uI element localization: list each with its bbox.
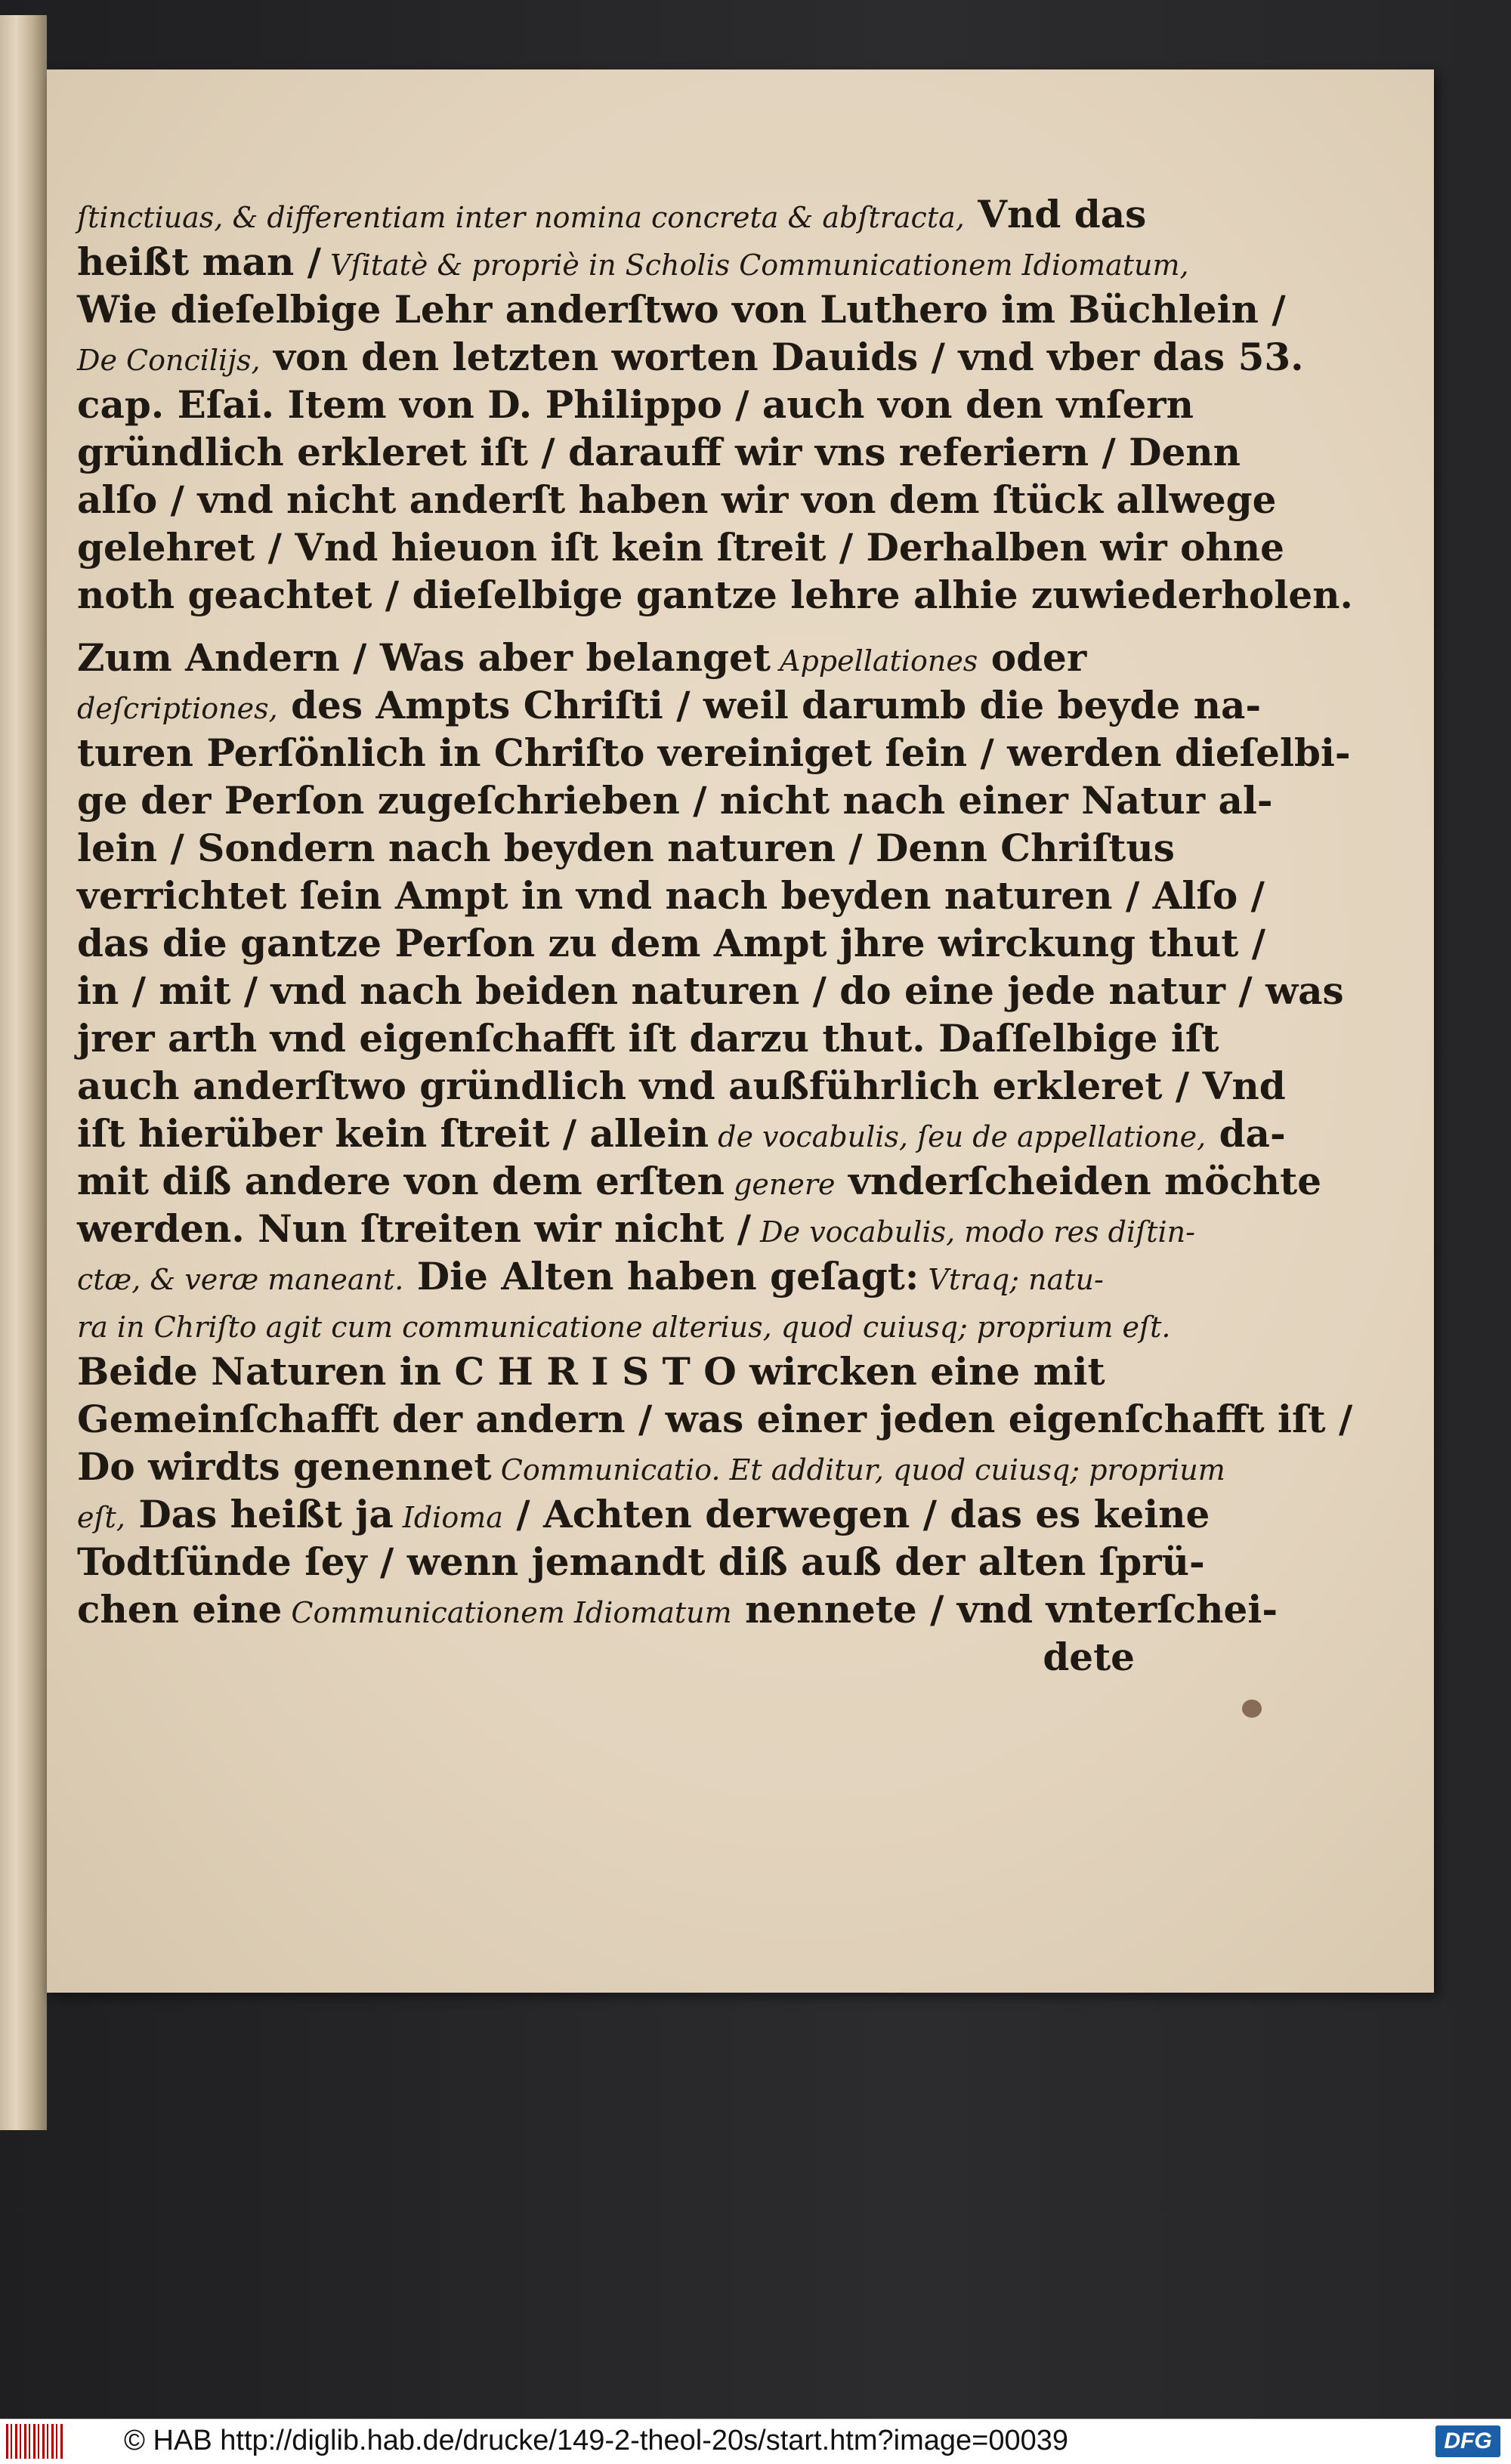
latin-phrase: Idioma — [393, 1501, 503, 1534]
text-line — [77, 967, 1344, 1014]
german-text: noth geachtet / dieſelbige gantze lehre alhie zuwiederholen. — [77, 573, 1353, 617]
latin-phrase: genere — [725, 1168, 836, 1201]
german-text: ge der Perſon zugeſchrieben / nicht nach einer Natur al- — [77, 778, 1273, 823]
text-line — [77, 571, 1353, 619]
footer-copyright-url: © HAB http://diglib.hab.de/drucke/149-2-theol-20s/start.htm?image=00039 — [124, 2425, 1069, 2456]
text-line — [77, 1062, 1286, 1110]
german-text: Zum Andern / Was aber belanget — [77, 635, 771, 680]
text-line — [77, 190, 1147, 238]
german-text: vnderſcheiden möchte — [835, 1159, 1322, 1203]
text-line — [77, 1633, 1135, 1681]
text-line — [77, 1157, 1322, 1205]
german-text: von den letzten worten Dauids / vnd vber das 53. — [260, 335, 1304, 379]
text-line — [77, 919, 1266, 967]
latin-phrase: de vocabulis, ſeu de appellatione, — [709, 1120, 1207, 1153]
page-text-block — [77, 190, 1353, 1681]
german-text: verrichtet ſein Ampt in vnd nach beyden naturen / Alſo / — [77, 873, 1265, 918]
german-text: des Ampts Chriſti / weil darumb die beyde na- — [277, 683, 1262, 727]
text-line — [77, 238, 1189, 286]
text-line — [77, 1110, 1286, 1157]
german-text: in / mit / vnd nach beiden naturen / do eine jede natur / was — [77, 968, 1344, 1013]
barcode-icon — [6, 2424, 63, 2459]
ink-spot — [1242, 1700, 1262, 1718]
text-line — [77, 1490, 1210, 1538]
latin-phrase: Vſitatè & propriè in Scholis Communicationem Idiomatum, — [320, 249, 1189, 282]
german-text: Beide Naturen in C H R I S T O wircken eine mit — [77, 1349, 1105, 1394]
text-line — [77, 428, 1241, 476]
latin-phrase: eſt, — [77, 1501, 125, 1534]
german-text: Do wirdts genennet — [77, 1444, 492, 1489]
text-line — [77, 286, 1286, 333]
german-text: Gemeinſchafft der andern / was einer jeden eigenſchafft iſt / — [77, 1397, 1353, 1441]
text-line — [77, 1395, 1353, 1443]
german-text: dete — [1043, 1635, 1135, 1679]
text-line — [77, 1586, 1278, 1633]
text-line — [77, 729, 1351, 777]
german-text: oder — [978, 635, 1087, 680]
german-text: Das heißt ja — [125, 1492, 394, 1536]
footer-bar — [0, 2419, 1511, 2464]
book-page — [47, 69, 1434, 1993]
german-text: da- — [1206, 1111, 1286, 1156]
latin-phrase: Communicatio. Et additur, quod cuiusq; proprium — [491, 1453, 1225, 1487]
german-text: das die gantze Perſon zu dem Ampt jhre wirckung thut / — [77, 921, 1266, 965]
dfg-logo-icon: DFG — [1435, 2425, 1500, 2457]
german-text: Die Alten haben geſagt: — [403, 1254, 919, 1298]
german-text: mit diß andere von dem erſten — [77, 1159, 725, 1203]
german-text: nennete / vnd vnterſchei- — [731, 1587, 1278, 1632]
text-line — [77, 381, 1194, 428]
german-text: cap. Eſai. Item von D. Philippo / auch von den vnſern — [77, 382, 1194, 427]
german-text: heißt man / — [77, 239, 321, 284]
latin-phrase: De Concilijs, — [77, 344, 261, 377]
text-line — [77, 523, 1284, 571]
german-text: werden. Nun ſtreiten wir nicht / — [77, 1206, 752, 1251]
book-spine-edge — [0, 15, 47, 2130]
text-line — [77, 1014, 1219, 1062]
text-line — [77, 1348, 1135, 1395]
german-text: alſo / vnd nicht anderſt haben wir von dem ſtück allwege — [77, 477, 1277, 522]
german-text: iſt hierüber kein ſtreit / allein — [77, 1111, 709, 1156]
german-text: turen Perſönlich in Chriſto vereiniget ſein / werden dieſelbi- — [77, 730, 1351, 775]
german-text: Wie dieſelbige Lehr anderſtwo von Luthero im Büchlein / — [77, 287, 1286, 332]
text-line — [77, 1252, 1135, 1300]
german-text: auch anderſtwo gründlich vnd außführlich erkleret / Vnd — [77, 1064, 1286, 1108]
text-line — [77, 872, 1265, 919]
german-text: chen eine — [77, 1587, 283, 1632]
latin-phrase: ſtinctiuas, & differentiam inter nomina concreta & abſtracta, — [77, 201, 965, 234]
text-line — [77, 777, 1273, 824]
latin-phrase: Communicationem Idiomatum — [282, 1596, 732, 1629]
german-text: / Achten derwegen / das es keine — [502, 1492, 1210, 1536]
text-line — [77, 824, 1175, 872]
text-line — [77, 333, 1304, 381]
text-line — [77, 1205, 1195, 1252]
text-line — [77, 634, 1135, 681]
german-text: jrer arth vnd eigenſchafft iſt darzu thut. Daſſelbige iſt — [77, 1016, 1219, 1061]
latin-phrase: ctæ, & veræ maneant. — [77, 1263, 404, 1296]
latin-phrase: Appellationes — [770, 644, 978, 678]
text-line — [77, 1538, 1205, 1586]
text-line — [77, 1300, 1171, 1348]
german-text: gelehret / Vnd hieuon iſt kein ſtreit / Derhalben wir ohne — [77, 525, 1284, 570]
german-text: lein / Sondern nach beyden naturen / Denn Chriſtus — [77, 826, 1175, 870]
latin-phrase: ra in Chriſto agit cum communicatione alterius, quod cuiusq; proprium eſt. — [77, 1311, 1171, 1344]
latin-phrase: deſcriptiones, — [77, 692, 278, 725]
text-line — [77, 1443, 1225, 1490]
text-line — [77, 476, 1277, 523]
text-line — [77, 681, 1262, 729]
german-text: gründlich erkleret iſt / darauff wir vns referiern / Denn — [77, 430, 1241, 474]
latin-phrase: De vocabulis, modo res diſtin- — [751, 1215, 1195, 1249]
latin-phrase: Vtraq; natu- — [919, 1263, 1104, 1296]
german-text: Todtſünde ſey / wenn jemandt diß auß der alten ſprü- — [77, 1539, 1205, 1584]
german-text: Vnd das — [964, 192, 1147, 236]
